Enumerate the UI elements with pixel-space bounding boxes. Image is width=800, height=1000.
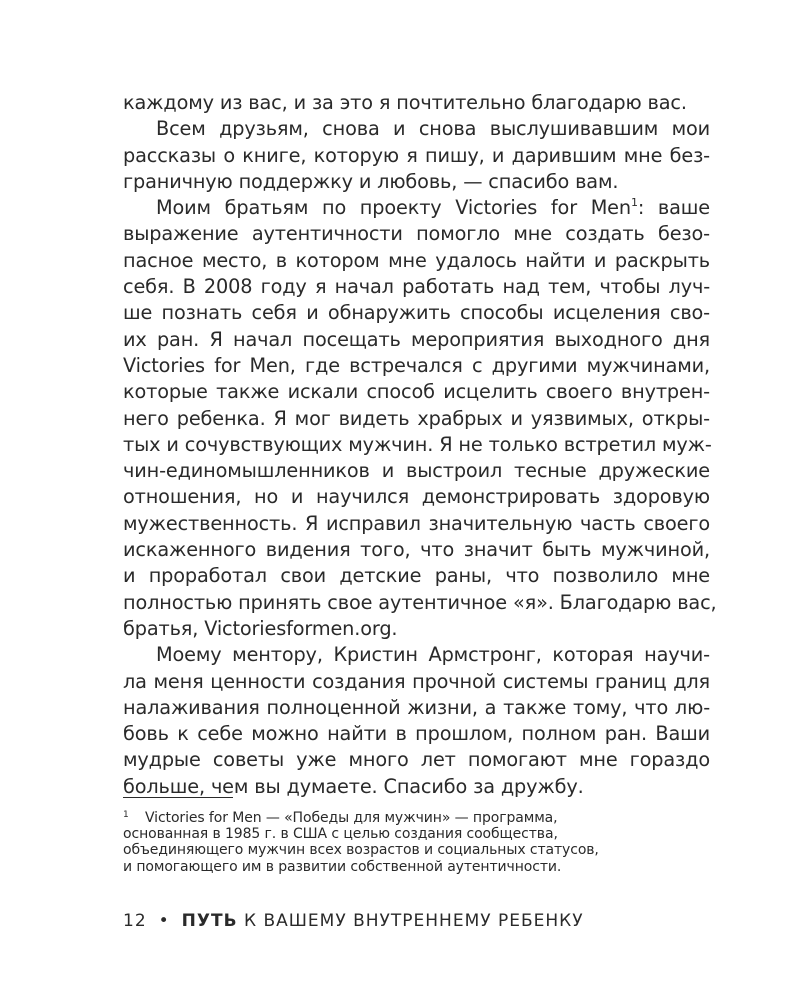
text-line: их ран. Я начал посещать мероприятия выходного дня [123, 327, 710, 351]
footnote-line: основанная в 1985 г. в США с целью создания сообщества, [123, 826, 558, 843]
text-line: ше познать себя и обнаружить способы исцеления сво- [123, 301, 710, 325]
footnote [123, 810, 683, 875]
text-line: налаживания полноценной жизни, а также тому, что лю- [123, 695, 710, 719]
bullet-separator: • [158, 911, 170, 931]
text-line: Моему ментору, Кристин Армстронг, которая научи- [156, 643, 710, 667]
text-segment: : ваше [637, 196, 710, 220]
text-line: мудрые советы уже много лет помогают мне гораздо [123, 748, 710, 772]
text-line: Victories for Men, где встречался с другими мужчинами, [123, 353, 710, 377]
text-line: тых и сочувствующих мужчин. Я не только встретил муж- [123, 432, 712, 456]
text-line: братья, Victoriesformen.org. [123, 616, 398, 640]
text-line: каждому из вас, и за это я почтительно благодарю вас. [123, 91, 687, 114]
footnote-line: объединяющего мужчин всех возрастов и социальных статусов, [123, 842, 599, 859]
text-line: себя. В 2008 году я начал работать над тем, чтобы луч- [123, 275, 710, 299]
footnote-divider [123, 797, 233, 798]
text-line: полностью принять свое аутентичное «я». Благодарю вас, [123, 590, 717, 614]
text-line: которые также искали способ исцелить своего внутрен- [123, 380, 710, 404]
text-line: ла меня ценности создания прочной системы границ для [123, 669, 710, 693]
text-segment: Моим братьям по проекту Victories for Men [156, 196, 631, 220]
text-line: отношения, но и научился демонстрировать здоровую [123, 485, 710, 509]
footnote-line: 1 Victories for Men — «Победы для мужчин» — программа, [123, 810, 558, 826]
footnote-line: и помогающего им в развитии собственной аутентичности. [123, 858, 562, 875]
footnote-reference[interactable]: 1 [630, 196, 638, 210]
book-title-bold: ПУТЬ [181, 911, 238, 931]
running-footer [123, 911, 584, 931]
text-line: выражение аутентичности помогло мне создать безо- [123, 222, 710, 246]
text-line: пасное место, в котором мне удалось найти и раскрыть [123, 248, 710, 272]
text-line: него ребенка. Я мог видеть храбрых и уязвимых, откры- [123, 406, 710, 430]
text-line: рассказы о книге, которую я пишу, и дарившим мне без- [123, 143, 710, 167]
text-line: бовь к себе можно найти в прошлом, полном ран. Ваши [123, 722, 710, 746]
text-line: Всем друзьям, снова и снова выслушивавшим мои [156, 117, 710, 141]
text-line-with-footnote [123, 195, 710, 221]
text-line: чин-единомышленников и выстроил тесные дружеские [123, 459, 710, 483]
text-line: больше, чем вы думаете. Спасибо за дружбу. [123, 774, 584, 798]
page-number: 12 [123, 911, 147, 931]
footnote-text: Victories for Men — «Победы для мужчин» — программа, [145, 810, 558, 826]
text-line: граничную поддержку и любовь, — спасибо вам. [123, 169, 619, 193]
text-line: мужественность. Я исправил значительную часть своего [123, 511, 710, 535]
book-title-rest: К ВАШЕМУ ВНУТРЕННЕМУ РЕБЕНКУ [237, 911, 584, 931]
text-line: искаженного видения того, что значит быть мужчиной, [123, 538, 710, 562]
main-text [123, 90, 717, 800]
text-line: и проработал свои детские раны, что позволило мне [123, 564, 710, 588]
